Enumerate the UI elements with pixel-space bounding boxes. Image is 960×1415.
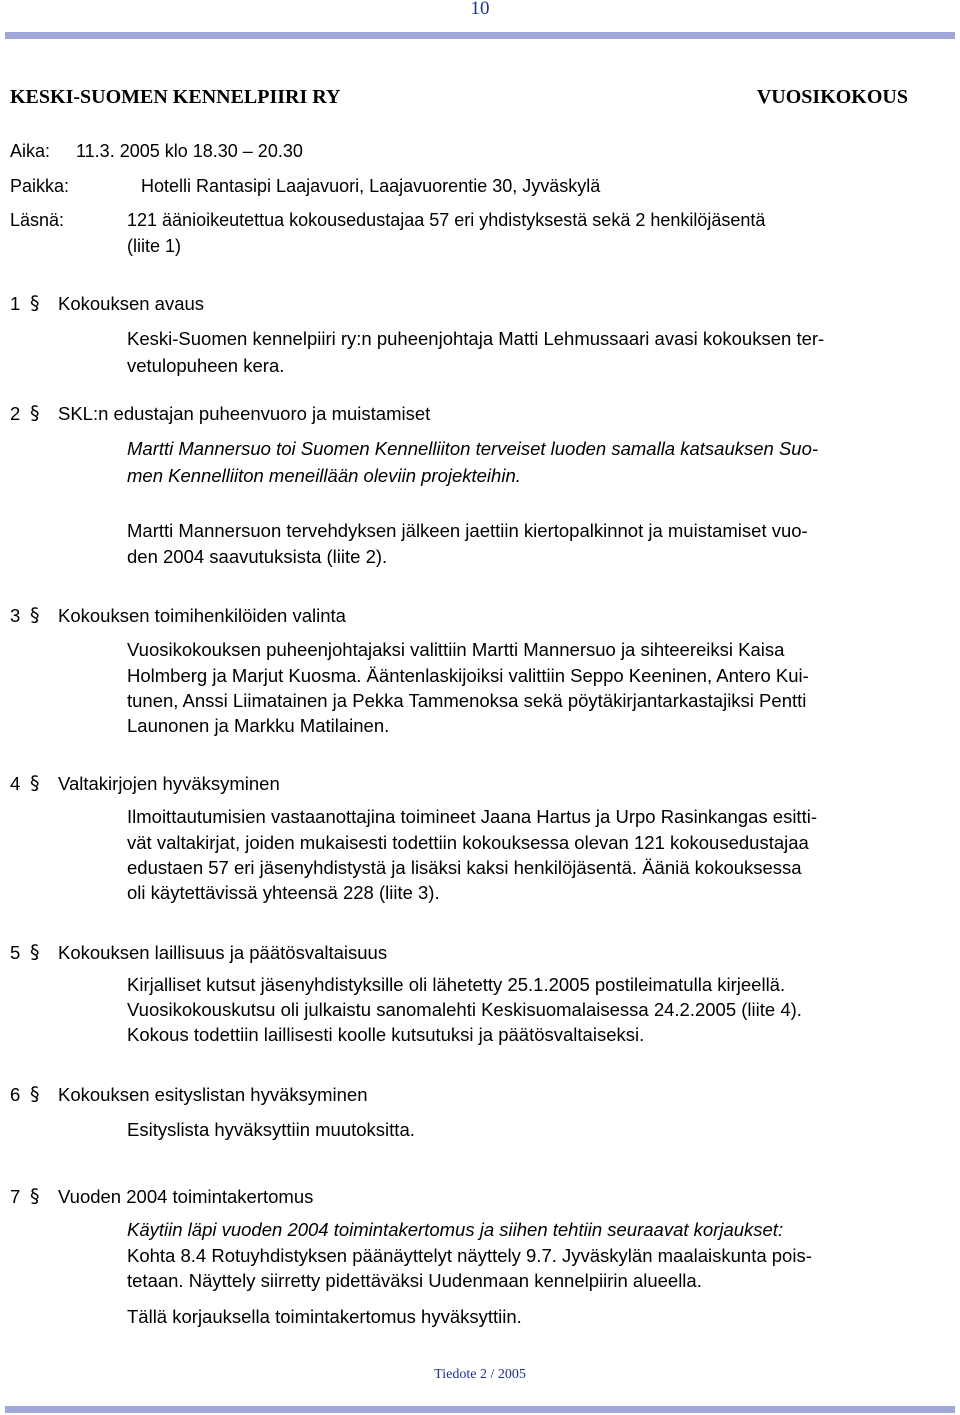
section-heading	[10, 772, 280, 795]
present-value-cont: (liite 1)	[127, 236, 182, 256]
paragraph-line: Holmberg ja Marjut Kuosma. Ääntenlaskijoiksi valittiin Seppo Keeninen, Antero Kui-	[127, 665, 809, 686]
svg-text:§: §	[30, 402, 40, 424]
page-number: 10	[470, 0, 490, 19]
paragraph-line: Vuosikokouksen puheenjohtajaksi valittiin Martti Mannersuo ja sihteereiksi Kaisa	[127, 639, 785, 660]
section-sign-icon	[30, 402, 42, 424]
paragraph-line: Kirjalliset kutsut jäsenyhdistyksille oli lähetetty 25.1.2005 postileimatulla kirjeellä.	[127, 974, 786, 995]
section-sign-icon	[30, 604, 42, 626]
place-label: Paikka:	[10, 176, 70, 196]
section-title: Kokouksen avaus	[58, 293, 205, 314]
document-type: VUOSIKOKOUS	[756, 86, 908, 108]
svg-text:§: §	[30, 1083, 40, 1105]
paragraph-line: Ilmoittautumisien vastaanottajina toimineet Jaana Hartus ja Urpo Rasinkangas esitti-	[127, 806, 817, 827]
section-number: 2	[10, 403, 21, 424]
paragraph-line: Esityslista hyväksyttiin muutoksitta.	[127, 1119, 415, 1140]
organization-name: KESKI-SUOMEN KENNELPIIRI RY	[10, 86, 341, 108]
section-heading	[10, 292, 204, 315]
place-value: Hotelli Rantasipi Laajavuori, Laajavuorentie 30, Jyväskylä	[141, 176, 601, 196]
paragraph-line: Kokous todettiin laillisesti koolle kutsutuksi ja päätösvaltaiseksi.	[127, 1024, 645, 1045]
section-sign-icon	[30, 772, 42, 794]
svg-text:§: §	[30, 1185, 40, 1207]
paragraph-line: vetulopuheen kera.	[127, 355, 285, 376]
section-number: 4	[10, 773, 21, 794]
section-number: 3	[10, 605, 21, 626]
page-footer: Tiedote 2 / 2005	[434, 1367, 526, 1382]
section-title: Kokouksen laillisuus ja päätösvaltaisuus	[58, 942, 388, 963]
section-sign-icon	[30, 292, 42, 314]
section-heading	[10, 604, 346, 627]
section-title: Vuoden 2004 toimintakertomus	[58, 1186, 314, 1207]
section-title: SKL:n edustajan puheenvuoro ja muistamiset	[58, 403, 431, 424]
section-heading	[10, 1083, 368, 1106]
section-title: Kokouksen toimihenkilöiden valinta	[58, 605, 346, 626]
paragraph-line: vät valtakirjat, joiden mukaisesti todettiin kokouksessa olevan 121 kokousedustajaa	[127, 832, 809, 853]
top-divider	[5, 32, 955, 39]
paragraph-line: men Kennelliiton meneillään oleviin projekteihin.	[127, 465, 521, 486]
time-label: Aika:	[10, 141, 51, 161]
paragraph-line: tetaan. Näyttely siirretty pidettäväksi Uudenmaan kennelpiirin alueella.	[127, 1270, 702, 1291]
bottom-divider	[5, 1406, 955, 1413]
section-heading	[10, 941, 387, 964]
section-number: 6	[10, 1084, 21, 1105]
present-label: Läsnä:	[10, 210, 65, 230]
svg-text:§: §	[30, 292, 40, 314]
paragraph-line: Kohta 8.4 Rotuyhdistyksen päänäyttelyt näyttely 9.7. Jyväskylän maalaiskunta pois-	[127, 1245, 812, 1266]
section-sign-icon	[30, 941, 42, 963]
paragraph-line: oli käytettävissä yhteensä 228 (liite 3).	[127, 882, 440, 903]
svg-text:§: §	[30, 604, 40, 626]
present-value: 121 äänioikeutettua kokousedustajaa 57 eri yhdistyksestä sekä 2 henkilöjäsentä	[127, 210, 766, 230]
section-number: 7	[10, 1186, 21, 1207]
svg-text:§: §	[30, 941, 40, 963]
paragraph-line: Tällä korjauksella toimintakertomus hyväksyttiin.	[127, 1306, 522, 1327]
paragraph-line: den 2004 saavutuksista (liite 2).	[127, 546, 388, 567]
paragraph-line: Launonen ja Markku Matilainen.	[127, 715, 390, 736]
section-sign-icon	[30, 1083, 42, 1105]
svg-text:§: §	[30, 772, 40, 794]
paragraph-line: Vuosikokouskutsu oli julkaistu sanomalehti Keskisuomalaisessa 24.2.2005 (liite 4).	[127, 999, 802, 1020]
time-value: 11.3. 2005 klo 18.30 – 20.30	[76, 141, 303, 161]
paragraph-line: edustaen 57 eri jäsenyhdistystä ja lisäksi kaksi henkilöjäsentä. Ääniä kokouksessa	[127, 857, 802, 878]
section-number: 5	[10, 942, 21, 963]
paragraph-line: tunen, Anssi Liimatainen ja Pekka Tammenoksa sekä pöytäkirjantarkastajiksi Pentti	[127, 690, 807, 711]
section-heading	[10, 402, 430, 425]
section-number: 1	[10, 293, 21, 314]
section-heading	[10, 1185, 313, 1208]
paragraph-line: Keski-Suomen kennelpiiri ry:n puheenjohtaja Matti Lehmussaari avasi kokouksen ter-	[127, 328, 825, 349]
paragraph-line: Käytiin läpi vuoden 2004 toimintakertomus ja siihen tehtiin seuraavat korjaukset:	[127, 1219, 784, 1240]
section-title: Kokouksen esityslistan hyväksyminen	[58, 1084, 368, 1105]
paragraph-line: Martti Mannersuon tervehdyksen jälkeen jaettiin kiertopalkinnot ja muistamiset vuo-	[127, 520, 808, 541]
section-sign-icon	[30, 1185, 42, 1207]
section-title: Valtakirjojen hyväksyminen	[58, 773, 280, 794]
paragraph-line: Martti Mannersuo toi Suomen Kennelliiton terveiset luoden samalla katsauksen Suo-	[127, 438, 819, 459]
